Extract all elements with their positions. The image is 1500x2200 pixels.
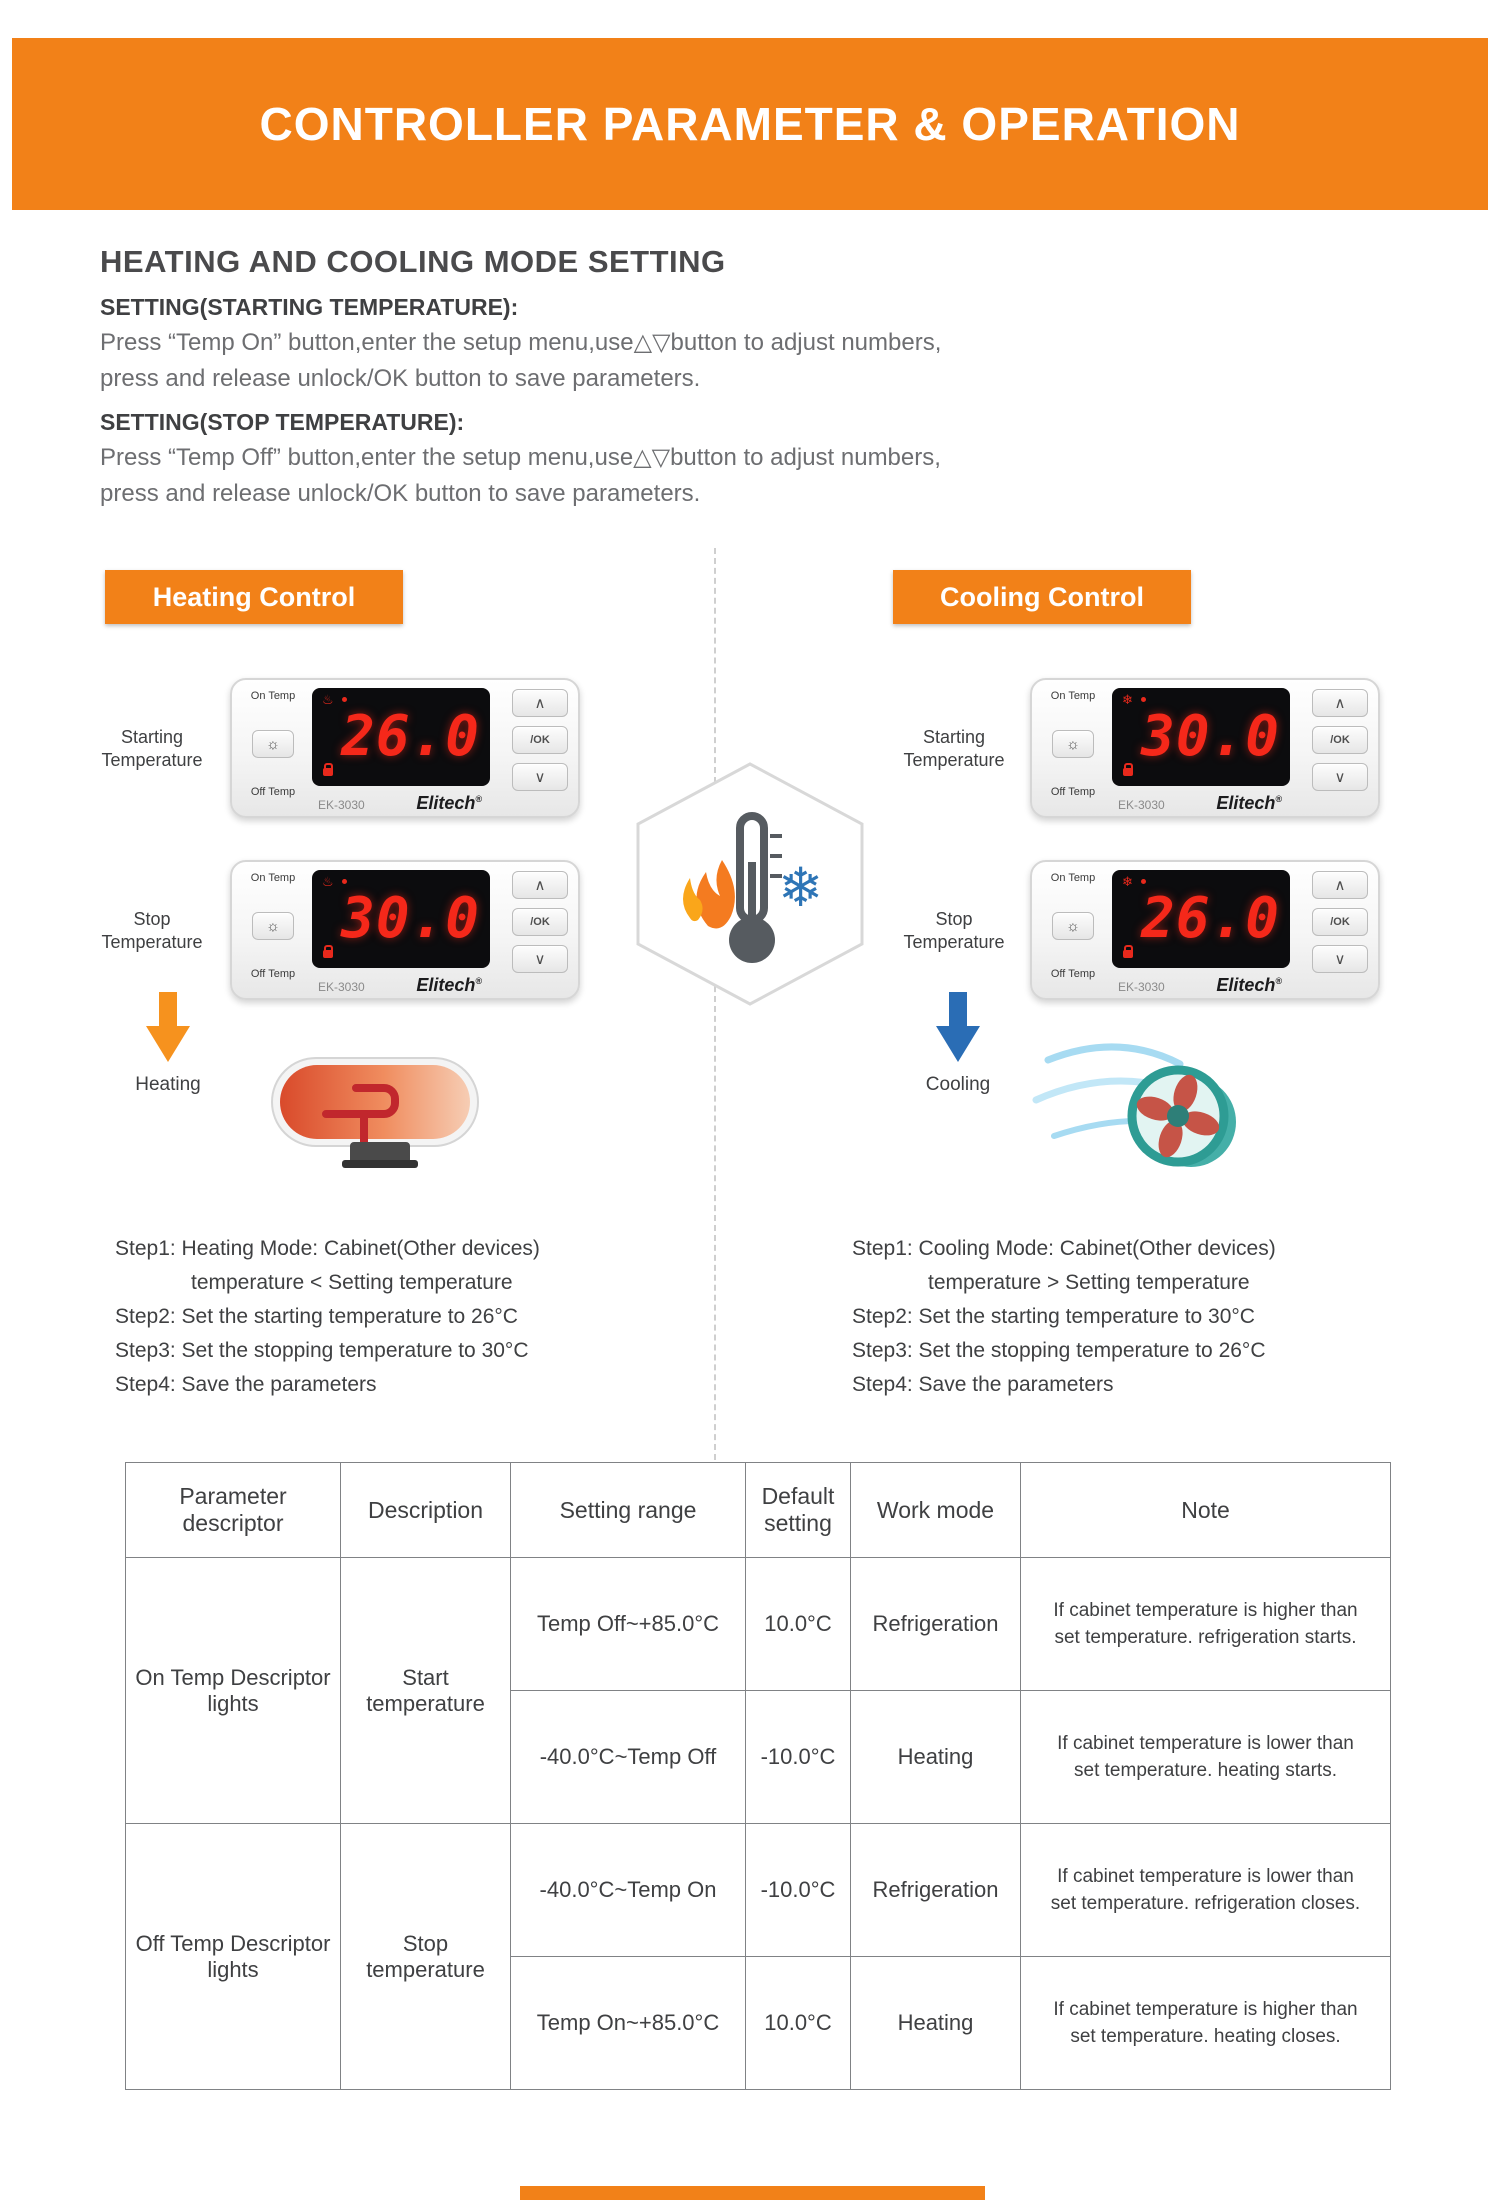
- note-cell: If cabinet temperature is higher than set temperature. heating closes.: [1021, 1957, 1391, 2090]
- mode-cell: Heating: [851, 1957, 1021, 2090]
- cooling-arrow-label: Cooling: [925, 1074, 991, 1095]
- range-cell: Temp Off~+85.0°C: [511, 1558, 746, 1691]
- device-display: [1112, 870, 1290, 968]
- heat-indicator-icon: ♨: [322, 874, 334, 889]
- intro-text: [100, 294, 1000, 512]
- up-button: ∧: [512, 689, 568, 717]
- default-cell: 10.0°C: [746, 1957, 851, 2090]
- heating-steps: [115, 1232, 540, 1402]
- cooling-fan-illustration: [1028, 1028, 1258, 1198]
- brand-logo: Elitech®: [1216, 975, 1282, 995]
- device-model: EK-3030: [318, 798, 365, 812]
- lock-icon: [323, 950, 333, 958]
- col-header-parameter: Parameter descriptor: [126, 1463, 341, 1558]
- off-temp-label: Off Temp: [1050, 968, 1096, 980]
- device-right-controls: [510, 689, 570, 791]
- desc-cell: Stop temperature: [341, 1824, 511, 2090]
- device-model: EK-3030: [318, 980, 365, 994]
- temperature-readout: 30.0: [341, 886, 480, 951]
- mode-cell: Heating: [851, 1691, 1021, 1824]
- cooling-down-arrow-icon: [936, 992, 980, 1069]
- col-header-range: Setting range: [511, 1463, 746, 1558]
- range-cell: -40.0°C~Temp On: [511, 1824, 746, 1957]
- controller-device-heating-start: [230, 678, 580, 818]
- page-title: CONTROLLER PARAMETER & OPERATION: [259, 98, 1241, 150]
- device-right-controls: [510, 871, 570, 973]
- setting-stop-line1: Press “Temp Off” button,enter the setup menu,use△▽button to adjust numbers,: [100, 444, 941, 471]
- on-temp-label: On Temp: [250, 872, 296, 884]
- step-line: Step4: Save the parameters: [852, 1373, 1114, 1396]
- water-heater-illustration: [268, 1050, 483, 1180]
- ok-button: /OK: [1312, 908, 1368, 936]
- step-line: Step1: Cooling Mode: Cabinet(Other devices): [852, 1237, 1276, 1260]
- set-icon: ☼: [266, 735, 280, 753]
- heating-start-temp-label: Starting Temperature: [101, 727, 203, 770]
- step-line: temperature < Setting temperature: [191, 1271, 513, 1294]
- down-button: ∨: [512, 763, 568, 791]
- cool-indicator-icon: ❄: [1122, 692, 1133, 707]
- device-model: EK-3030: [1118, 798, 1165, 812]
- device-left-controls: [1040, 690, 1106, 798]
- set-icon: ☼: [1066, 917, 1080, 935]
- device-display: [1112, 688, 1290, 786]
- brand-logo: Elitech®: [1216, 793, 1282, 813]
- step-line: Step3: Set the stopping temperature to 30°C: [115, 1339, 529, 1362]
- setting-stop-line2: press and release unlock/OK button to save parameters.: [100, 480, 701, 507]
- heat-indicator-icon: ♨: [322, 692, 334, 707]
- heating-arrow-label: Heating: [135, 1074, 201, 1095]
- bottom-banner-partial: [520, 2186, 985, 2200]
- device-display: [312, 688, 490, 786]
- ok-button: /OK: [1312, 726, 1368, 754]
- temperature-readout: 30.0: [1141, 704, 1280, 769]
- device-model: EK-3030: [1118, 980, 1165, 994]
- default-cell: -10.0°C: [746, 1691, 851, 1824]
- on-temp-label: On Temp: [1050, 690, 1096, 702]
- thermometer-hexagon-illustration: [628, 758, 873, 1015]
- indicator-dot: [342, 879, 347, 884]
- page-banner: [12, 38, 1488, 210]
- heating-stop-temp-label: Stop Temperature: [101, 909, 203, 952]
- table-row: [126, 1558, 1391, 1691]
- step-line: Step4: Save the parameters: [115, 1373, 377, 1396]
- on-temp-label: On Temp: [1050, 872, 1096, 884]
- section-heading: HEATING AND COOLING MODE SETTING: [100, 244, 726, 279]
- setting-stop-label: SETTING(STOP TEMPERATURE):: [100, 409, 465, 435]
- down-button: ∨: [1312, 763, 1368, 791]
- set-button: [1052, 912, 1094, 940]
- heating-down-arrow-icon: [146, 992, 190, 1069]
- snowflake-icon: ❄: [778, 856, 824, 919]
- param-cell: Off Temp Descriptor lights: [126, 1824, 341, 2090]
- col-header-workmode: Work mode: [851, 1463, 1021, 1558]
- device-display: [312, 870, 490, 968]
- step-line: Step1: Heating Mode: Cabinet(Other devices): [115, 1237, 540, 1260]
- setting-start-line2: press and release unlock/OK button to save parameters.: [100, 365, 701, 392]
- col-header-note: Note: [1021, 1463, 1391, 1558]
- indicator-dot: [342, 697, 347, 702]
- device-left-controls: [240, 872, 306, 980]
- step-line: Step2: Set the starting temperature to 26°C: [115, 1305, 518, 1328]
- controller-device-cooling-start: [1030, 678, 1380, 818]
- cooling-start-temp-label: Starting Temperature: [903, 727, 1005, 770]
- up-button: ∧: [1312, 871, 1368, 899]
- off-temp-label: Off Temp: [250, 968, 296, 980]
- setting-start-label: SETTING(STARTING TEMPERATURE):: [100, 294, 519, 320]
- cooling-control-label: Cooling Control: [893, 570, 1191, 624]
- temperature-readout: 26.0: [1141, 886, 1280, 951]
- default-cell: 10.0°C: [746, 1558, 851, 1691]
- indicator-dot: [1141, 879, 1146, 884]
- ok-button: /OK: [512, 908, 568, 936]
- step-line: temperature > Setting temperature: [928, 1271, 1250, 1294]
- ok-button: /OK: [512, 726, 568, 754]
- device-right-controls: [1310, 689, 1370, 791]
- brand-logo: Elitech®: [416, 975, 482, 995]
- controller-device-heating-stop: [230, 860, 580, 1000]
- cooling-steps: [852, 1232, 1276, 1402]
- col-header-description: Description: [341, 1463, 511, 1558]
- lock-icon: [1123, 950, 1133, 958]
- on-temp-label: On Temp: [250, 690, 296, 702]
- param-cell: On Temp Descriptor lights: [126, 1558, 341, 1824]
- temperature-readout: 26.0: [341, 704, 480, 769]
- col-header-default: Default setting: [746, 1463, 851, 1558]
- default-cell: -10.0°C: [746, 1824, 851, 1957]
- up-button: ∧: [512, 871, 568, 899]
- set-icon: ☼: [266, 917, 280, 935]
- note-cell: If cabinet temperature is lower than set temperature. refrigeration closes.: [1021, 1824, 1391, 1957]
- set-button: [252, 912, 294, 940]
- step-line: Step2: Set the starting temperature to 30°C: [852, 1305, 1255, 1328]
- heating-control-label: Heating Control: [105, 570, 403, 624]
- parameter-table: [125, 1462, 1391, 2090]
- device-left-controls: [240, 690, 306, 798]
- set-button: [1052, 730, 1094, 758]
- off-temp-label: Off Temp: [1050, 786, 1096, 798]
- down-button: ∨: [1312, 945, 1368, 973]
- cool-indicator-icon: ❄: [1122, 874, 1133, 889]
- set-icon: ☼: [1066, 735, 1080, 753]
- device-right-controls: [1310, 871, 1370, 973]
- brand-logo: Elitech®: [416, 793, 482, 813]
- table-header-row: [126, 1463, 1391, 1558]
- set-button: [252, 730, 294, 758]
- indicator-dot: [1141, 697, 1146, 702]
- setting-start-line1: Press “Temp On” button,enter the setup menu,use△▽button to adjust numbers,: [100, 329, 942, 356]
- range-cell: -40.0°C~Temp Off: [511, 1691, 746, 1824]
- off-temp-label: Off Temp: [250, 786, 296, 798]
- range-cell: Temp On~+85.0°C: [511, 1957, 746, 2090]
- note-cell: If cabinet temperature is lower than set temperature. heating starts.: [1021, 1691, 1391, 1824]
- lock-icon: [323, 768, 333, 776]
- lock-icon: [1123, 768, 1133, 776]
- note-cell: If cabinet temperature is higher than set temperature. refrigeration starts.: [1021, 1558, 1391, 1691]
- table-row: [126, 1824, 1391, 1957]
- device-left-controls: [1040, 872, 1106, 980]
- cooling-stop-temp-label: Stop Temperature: [903, 909, 1005, 952]
- down-button: ∨: [512, 945, 568, 973]
- step-line: Step3: Set the stopping temperature to 26°C: [852, 1339, 1266, 1362]
- controller-device-cooling-stop: [1030, 860, 1380, 1000]
- desc-cell: Start temperature: [341, 1558, 511, 1824]
- mode-cell: Refrigeration: [851, 1824, 1021, 1957]
- mode-cell: Refrigeration: [851, 1558, 1021, 1691]
- up-button: ∧: [1312, 689, 1368, 717]
